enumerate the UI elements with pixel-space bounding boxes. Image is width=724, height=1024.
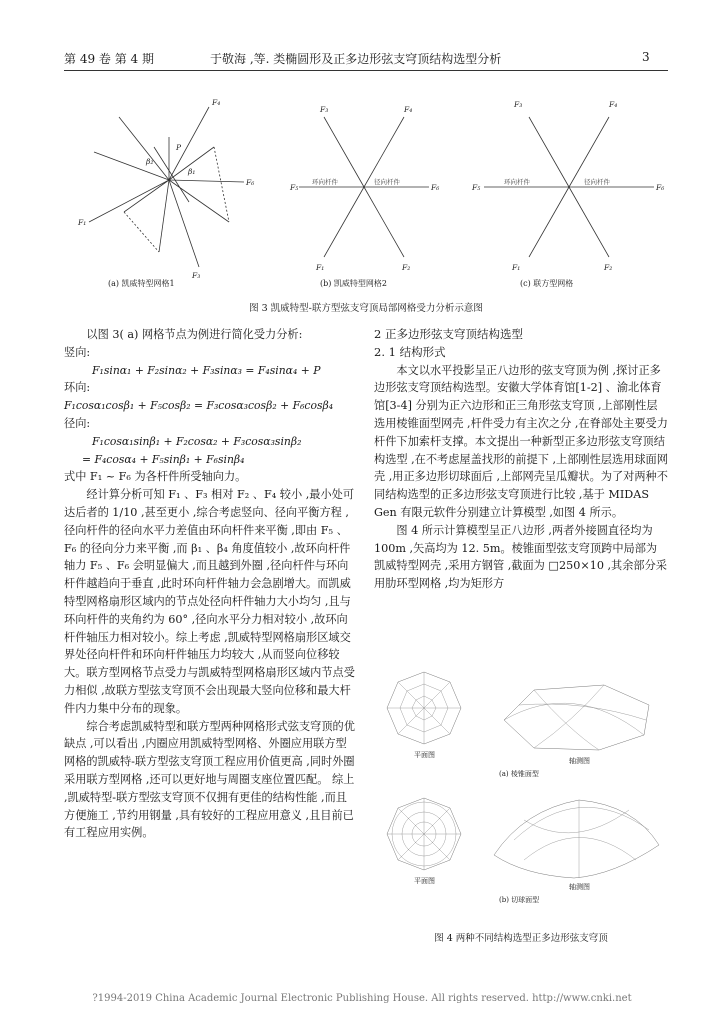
fig4b-axo-label: 轴测图 xyxy=(569,883,590,891)
force-label-b-f1: F₁ xyxy=(316,263,325,272)
force-label-c-f6: F₆ xyxy=(656,183,665,192)
fig3-caption: 图 3 凯威特型-联方型弦支穹顶局部网格受力分析示意图 xyxy=(249,303,483,314)
figure-4 xyxy=(374,660,668,910)
force-label-b-f6: F₆ xyxy=(431,183,440,192)
paragraph-model-description: 图 4 所示计算模型呈正八边形 ,两者外接圆直径均为 100m ,矢高均为 12. 5m。棱锥面型弦支穹顶跨中局部为凯威特型网壳 ,采用方钢管 ,截面为 □250×10 ,其余部分采用肋环型网格 ,均为矩形方 xyxy=(374,523,667,591)
bar-label-radial-c: 径向杆件 xyxy=(584,178,610,186)
load-label-p: P xyxy=(176,143,182,152)
force-label-c-f3: F₃ xyxy=(514,100,523,109)
radial-label: 径向: xyxy=(64,416,91,430)
paragraph-structure-form: 本文以水平投影呈正八边形的弦支穹顶为例 ,探讨正多边形弦支穹顶结构选型。安徽大学体育馆[1-2] 、渝北体育馆[3-4] 分别为正六边形和正三角形弦支穹顶 ,上部刚性层选用棱锥面型网壳 ,杆件受力有主次之分 ,在脊部处主要受力杆件下加索杆支撑。本文提出一种新型正多边形弦支穹顶结构选型 ,在不考虑屋盖找形的前提下 ,上部刚性层选用球面网壳 ,用正多边形切球面后 ,上部网壳呈瓜瓣状。为了对两种不同结构选型的正多边形弦支穹顶进行比较 ,基于 MIDAS Gen 有限元软件分别建立计算模型 ,如图 4 所示。 xyxy=(374,363,668,519)
force-label-b-f5: F₅ xyxy=(290,183,299,192)
force-label-c-f1: F₁ xyxy=(512,263,521,272)
fig4a-axo-label: 轴测图 xyxy=(569,757,590,765)
paragraph-analysis: 经计算分析可知 F₁ 、F₃ 相对 F₂ 、F₄ 较小 ,最小处可达后者的 1/10 ,甚至更小 ,综合考虑竖向、径向平衡方程 ,径向杆件的径向水平力差值由环向杆件来平衡 ,即由 F₅ 、F₆ 的径向分力来平衡 ,而 β₁ 、β₄ 角度值较小 ,故环向杆件轴力 F₅ 、F₆ 会明显偏大 ,而且越到外圈 ,径向杆件与环向杆件越趋向于垂直 ,此时环向杆件轴力会急剧增大。而凯威特型网格扇形区域内的节点处径向杆件轴力大小均匀 ,且与环向杆件的夹角约为 60° ,径向水平分力相对较小 ,故环向杆件轴压力相对较小。综上考虑 ,凯威特型网格扇形区域交界处径向杆件和环向杆件轴压力均较大 ,从而竖向位移较大。联方型网格节点受力与凯威特型网格扇形区域内节点受力相似 ,故联方型弦支穹顶不会出现最大竖向位移和最大杆件内力集中分布的现象。 xyxy=(64,488,355,715)
force-label-c-f4: F₄ xyxy=(609,100,618,109)
force-label-f4: F₄ xyxy=(212,98,221,107)
force-label-f6: F₆ xyxy=(246,178,255,187)
bar-label-radial-b: 径向杆件 xyxy=(374,178,400,186)
fig4b-plan-label: 平面图 xyxy=(414,877,435,885)
bar-label-hoop-b: 环向杆件 xyxy=(312,178,338,186)
fig3-panel-a-label: (a) 凯威特型网格1 xyxy=(108,279,175,288)
force-label-b-f2: F₂ xyxy=(402,263,411,272)
vertical-label: 竖向: xyxy=(64,345,91,359)
force-label-c-f5: F₅ xyxy=(472,183,481,192)
equation-vertical: F₁sinα₁ + F₂sinα₂ + F₃sinα₃ = F₄sinα₄ + P xyxy=(92,363,321,377)
figure-3 xyxy=(64,92,668,292)
fig4b-sublabel: (b) 切球面型 xyxy=(499,896,540,904)
force-label-b-f3: F₃ xyxy=(320,105,329,114)
force-label-f3: F₃ xyxy=(192,271,201,280)
fig4-caption: 图 4 两种不同结构选型正多边形弦支穹顶 xyxy=(434,933,608,944)
angle-label-beta1: β₁ xyxy=(188,167,196,176)
bar-label-hoop-c: 环向杆件 xyxy=(504,178,530,186)
equation-radial-1: F₁cosα₁sinβ₁ + F₂cosα₂ + F₃cosα₃sinβ₂ xyxy=(92,434,302,448)
section-heading-2: 2 正多边形弦支穹顶结构选型 xyxy=(374,327,523,341)
journal-volume: 第 49 卷 第 4 期 xyxy=(64,52,154,66)
paragraph-summary: 综合考虑凯威特型和联方型两种网格形式弦支穹顶的优缺点 ,可以看出 ,内圈应用凯威特型网格、外圈应用联方型网格的凯威特-联方型弦支穹顶工程应用价值更高 ,同时外圈采用联方型网格 ,还可以更好地与周圈支座位置匹配。 综上 ,凯威特型-联方型弦支穹顶不仅拥有更佳的结构性能 ,而且方便施工 ,节约用钢量 ,具有较好的工程应用意义 ,且目前已有工程应用实例。 xyxy=(64,719,355,840)
running-title: 于敬海 ,等. 类椭圆形及正多边形弦支穹顶结构选型分析 xyxy=(210,52,502,66)
page-number: 3 xyxy=(642,50,650,64)
intro-text: 以图 3( a) 网格节点为例进行简化受力分析: xyxy=(86,328,303,341)
force-label-f1: F₁ xyxy=(78,218,87,227)
right-column xyxy=(374,326,668,593)
fig3-panel-b-label: (b) 凯威特型网格2 xyxy=(320,279,387,288)
equation-note: 式中 F₁ ~ F₆ 为各杆件所受轴向力。 xyxy=(64,470,247,484)
angle-label-beta2: β₂ xyxy=(146,157,154,166)
fig4a-sublabel: (a) 棱锥面型 xyxy=(499,770,539,778)
equation-hoop: F₁cosα₁cosβ₁ + F₅cosβ₂ = F₃cosα₃cosβ₂ + F₆cosβ₄ xyxy=(64,399,334,413)
header-rule xyxy=(64,70,668,71)
equation-radial-2: = F₄cosα₄ + F₅sinβ₁ + F₆sinβ₄ xyxy=(82,452,245,466)
hoop-label: 环向: xyxy=(64,381,91,395)
fig4a-plan-label: 平面图 xyxy=(414,751,435,759)
left-column xyxy=(64,326,356,842)
force-label-b-f4: F₄ xyxy=(404,105,413,114)
force-label-c-f2: F₂ xyxy=(604,263,613,272)
fig3-panel-c-label: (c) 联方型网格 xyxy=(520,279,574,288)
copyright-footer: ?1994-2019 China Academic Journal Electronic Publishing House. All rights reserved. http://www.cnki.net xyxy=(92,993,632,1004)
section-heading-2-1: 2. 1 结构形式 xyxy=(374,344,446,359)
